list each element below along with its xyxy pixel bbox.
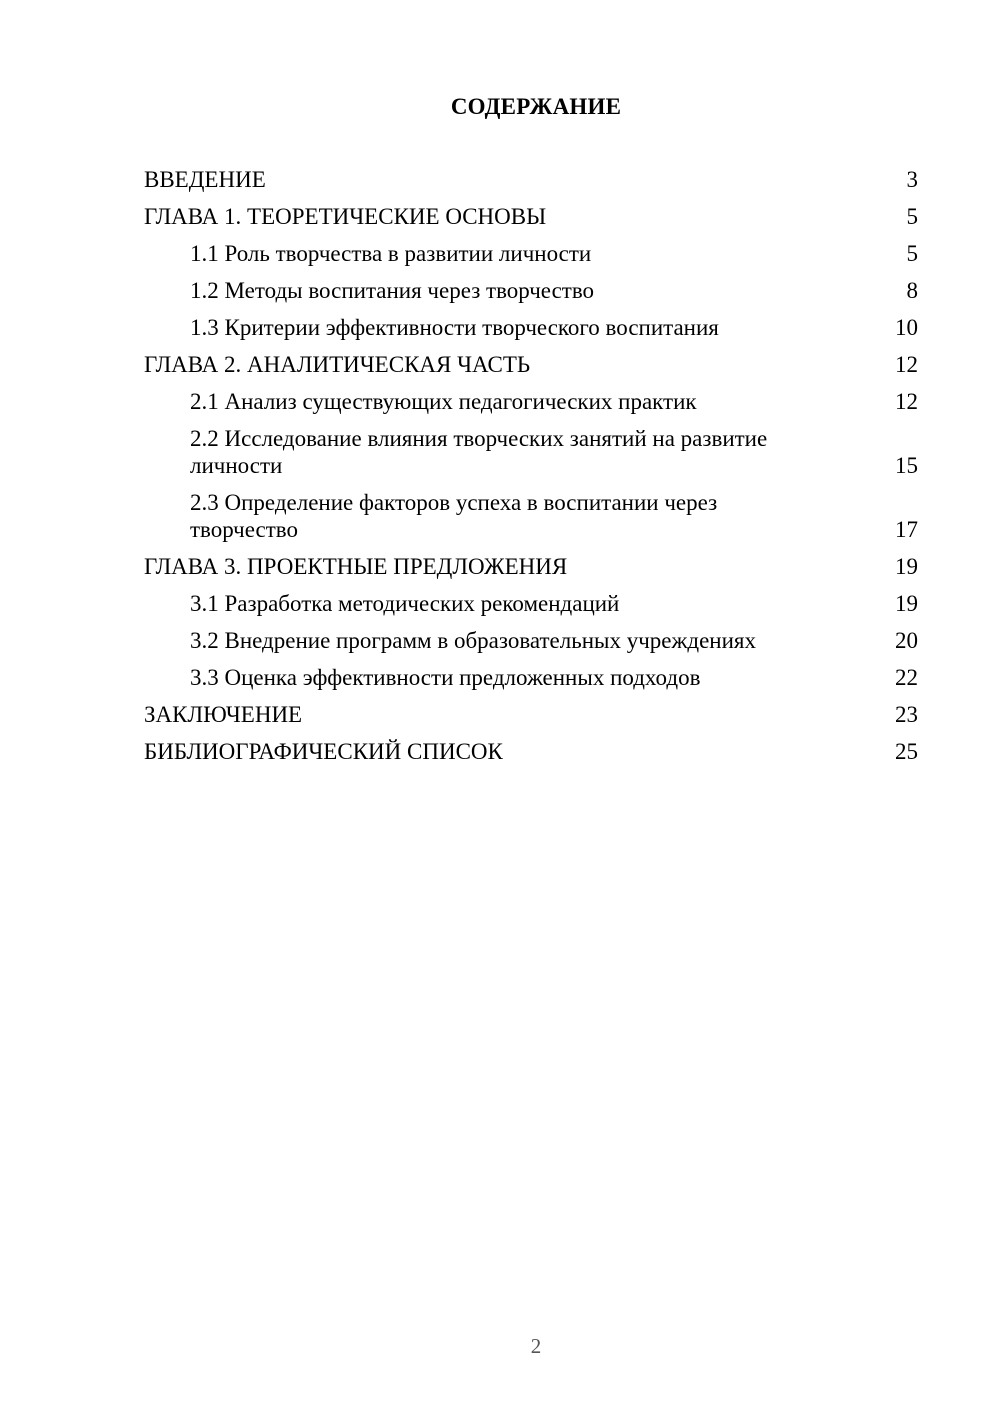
- page-number: 2: [530, 1334, 542, 1358]
- toc-entry-page: 3: [906, 167, 918, 192]
- toc-entry-label: 2.2 Исследование влияния творческих занятий на развитие личности: [190, 426, 768, 478]
- toc-entry-label: ГЛАВА 3. ПРОЕКТНЫЕ ПРЕДЛОЖЕНИЯ: [144, 554, 568, 579]
- toc-entry-label: ВВЕДЕНИЕ: [144, 167, 266, 192]
- toc-entry-page: 12: [895, 352, 918, 377]
- toc-entry-section-2-1: [144, 388, 918, 415]
- toc-entry-label: ЗАКЛЮЧЕНИЕ: [144, 702, 303, 727]
- toc-entry-page: 19: [895, 591, 918, 616]
- toc-entry-label: ГЛАВА 1. ТЕОРЕТИЧЕСКИЕ ОСНОВЫ: [144, 204, 547, 229]
- toc-entry-chapter-2: [144, 351, 918, 378]
- toc-entry-page: 25: [895, 739, 918, 764]
- toc-entry-label: 2.1 Анализ существующих педагогических практик: [190, 389, 697, 414]
- toc-entry-section-1-2: [144, 277, 918, 304]
- page-title: СОДЕРЖАНИЕ: [450, 94, 622, 119]
- toc-entry-chapter-1: [144, 203, 918, 230]
- toc-entry-introduction: [144, 166, 918, 193]
- toc-entry-section-1-1: [144, 240, 918, 267]
- table-of-contents: [144, 166, 918, 775]
- toc-entry-chapter-3: [144, 553, 918, 580]
- toc-entry-label: 2.3 Определение факторов успеха в воспитании через творчество: [190, 490, 718, 542]
- toc-entry-page: 22: [895, 665, 918, 690]
- toc-entry-page: 5: [906, 204, 918, 229]
- toc-entry-page: 12: [895, 389, 918, 414]
- toc-entry-page: 17: [895, 517, 918, 542]
- toc-entry-page: 5: [906, 241, 918, 266]
- toc-entry-page: 20: [895, 628, 918, 653]
- toc-entry-section-2-3: [144, 489, 918, 543]
- toc-entry-page: 23: [895, 702, 918, 727]
- toc-entry-label: 1.1 Роль творчества в развитии личности: [190, 241, 592, 266]
- toc-entry-label: 3.1 Разработка методических рекомендаций: [190, 591, 620, 616]
- toc-entry-section-2-2: [144, 425, 918, 479]
- toc-entry-label: 3.2 Внедрение программ в образовательных учреждениях: [190, 628, 757, 653]
- toc-entry-section-1-3: [144, 314, 918, 341]
- toc-entry-page: 19: [895, 554, 918, 579]
- toc-entry-label: 3.3 Оценка эффективности предложенных подходов: [190, 665, 701, 690]
- toc-entry-conclusion: [144, 701, 918, 728]
- toc-entry-page: 10: [895, 315, 918, 340]
- toc-entry-bibliography: [144, 738, 918, 765]
- toc-entry-label: ГЛАВА 2. АНАЛИТИЧЕСКАЯ ЧАСТЬ: [144, 352, 531, 377]
- toc-entry-page: 8: [906, 278, 918, 303]
- toc-entry-label: БИБЛИОГРАФИЧЕСКИЙ СПИСОК: [144, 739, 503, 764]
- toc-entry-section-3-3: [144, 664, 918, 691]
- toc-entry-label: 1.2 Методы воспитания через творчество: [190, 278, 595, 303]
- toc-entry-page: 15: [895, 453, 918, 478]
- toc-entry-section-3-1: [144, 590, 918, 617]
- toc-entry-label: 1.3 Критерии эффективности творческого воспитания: [190, 315, 719, 340]
- toc-entry-section-3-2: [144, 627, 918, 654]
